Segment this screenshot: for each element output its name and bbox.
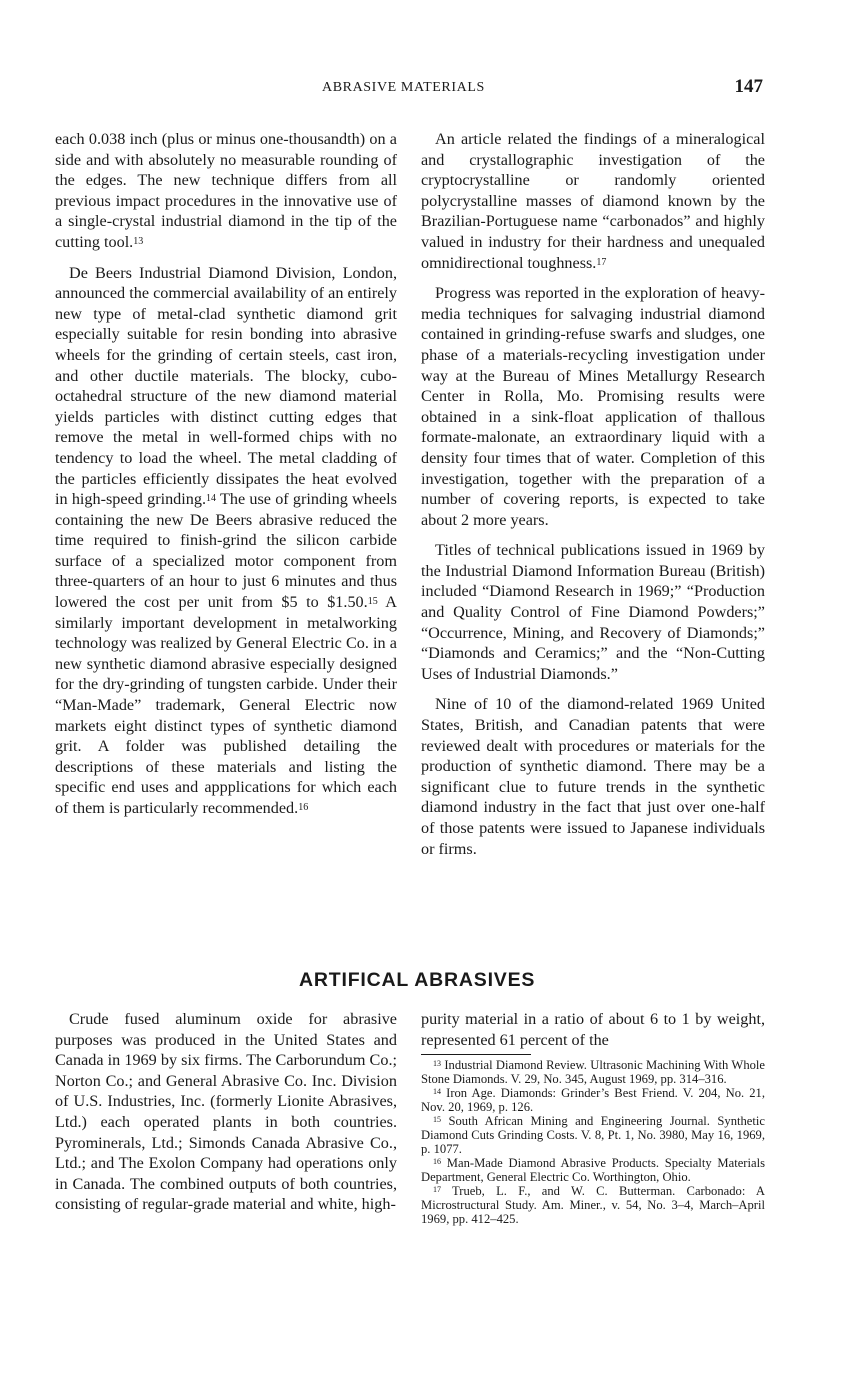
paragraph-text: each 0.038 inch (plus or minus one-thousandth) on a side and with absolutely no measurable rounding of the edges. The new technique differs from all previous impact procedures in the innovative use of a single-crystal industrial diamond in the tip of the cutting tool. xyxy=(55,130,397,251)
footnote xyxy=(421,1157,765,1184)
footnote xyxy=(421,1087,765,1114)
footnotes xyxy=(421,1059,765,1227)
footnote-ref: 16 xyxy=(298,802,309,813)
footnote-text: Iron Age. Diamonds: Grinder’s Best Friend. V. 204, No. 21, Nov. 20, 1969, p. 126. xyxy=(421,1086,766,1114)
right-column xyxy=(421,129,765,869)
footnote xyxy=(421,1185,765,1226)
paragraph-text: De Beers Industrial Diamond Division, London, announced the commercial availability of an entirely new type of metal-clad synthetic diamond grit especially suitable for resin bonding into abrasive wheels for the grinding of certain steels, cast iron, and other ductile materials. The blocky, cubo-octahedral structure of the new diamond material yields particles with distinct cutting edges that remove the metal in well-formed chips with no tendency to load the wheel. The metal cladding of the particles efficiently dissipates the heat evolved in high-speed grinding. xyxy=(55,263,397,509)
footnote-ref: 14 xyxy=(206,493,217,505)
paragraph-text: An article related the findings of a mineralogical and crystallographic investigation of the cryptocrystalline or randomly oriented polycrystalline masses of diamond known by the Brazilian-Portuguese name “carbonados” and highly valued in industry for their hardness and unequaled omnidirectional toughness. xyxy=(421,130,765,272)
footnote-ref: 15 xyxy=(367,596,378,608)
footnote-text: South African Mining and Engineering Journal. Synthetic Diamond Cuts Grinding Costs. V. 8, Pt. 1, No. 3980, May 16, 1969, p. 1077. xyxy=(421,1114,765,1156)
footnote-number: 14 xyxy=(433,1087,441,1097)
footnote-text: Man-Made Diamond Abrasive Products. Specialty Materials Department, General Electric Co. Worthington, Ohio. xyxy=(421,1156,765,1184)
paragraph-text: A similarly important development in metalworking technology was realized by General Electric Co. in a new synthetic diamond abrasive especially designed for the dry-grinding of tungsten carbide. Under their “Man-Made” trademark, General Electric now markets eight distinct types of synthetic diamond grit. A folder was published detailing the descriptions of these materials and listing the specific end uses and appplications for which each of them is particularly recommended. xyxy=(55,593,397,817)
footnote-number: 17 xyxy=(433,1185,441,1195)
page-number: 147 xyxy=(734,76,763,97)
footnote-number: 15 xyxy=(433,1115,441,1125)
paragraph: Progress was reported in the exploration of heavy-media techniques for salvaging industrial diamond contained in grinding-refuse swarfs and sludges, one phase of a materials-recycling investigation under way at the Bureau of Mines Metallurgy Research Center in Rolla, Mo. Promising results were obtained in a sink-float application of thallous formate-malonate, an extraordinary liquid with a density four times that of water. Completion of this investigation, together with the preparation of a number of covering reports, is expected to take about 2 more years. xyxy=(421,284,765,529)
footnote-text: Trueb, L. F., and W. C. Butterman. Carbonado: A Microstructural Study. Am. Miner., v. 54, No. 3–4, March–April 1969, pp. 412–425. xyxy=(421,1184,765,1226)
section-right-column xyxy=(421,1009,765,1060)
paragraph: purity material in a ratio of about 6 to 1 by weight, represented 61 percent of the xyxy=(421,1010,765,1049)
footnote-text: Industrial Diamond Review. Ultrasonic Machining With Whole Stone Diamonds. V. 29, No. 345, August 1969, pp. 314–316. xyxy=(421,1058,765,1086)
paragraph: Titles of technical publications issued in 1969 by the Industrial Diamond Information Bureau (British) included “Diamond Research in 1969;” “Production and Quality Control of Fine Diamond Powders;” “Occurrence, Mining, and Recovery of Diamonds;” “Diamonds and Ceramics;” and the “Non-Cutting Uses of Industrial Diamonds.” xyxy=(421,541,765,683)
paragraph xyxy=(421,129,765,273)
paragraph-text: The use of grinding wheels containing the new De Beers abrasive reduced the time required to finish-grind the silicon carbide surface of a specialized motor component from three-quarters of an hour to just 6 minutes and thus lowered the cost per unit from $5 to $1.50. xyxy=(55,490,397,612)
left-column xyxy=(55,129,397,829)
paragraph: Nine of 10 of the diamond-related 1969 United States, British, and Canadian patents that were reviewed dealt with procedures or materials for the production of synthetic diamond. There may be a significant clue to future trends in the synthetic diamond industry in the fact that just over one-half of those patents were issued to Japanese individuals or firms. xyxy=(421,695,765,858)
footnote-divider xyxy=(421,1054,531,1055)
section-heading: ARTIFICAL ABRASIVES xyxy=(299,969,536,991)
footnote xyxy=(421,1059,765,1086)
paragraph: Crude fused aluminum oxide for abrasive purposes was produced in the United States and Canada in 1969 by six firms. The Carborundum Co.; Norton Co.; and General Abrasive Co. Inc. Division of U.S. Industries, Inc. (formerly Lionite Abrasives, Ltd.) each operated plants in both countries. Pyrominerals, Ltd.; Simonds Canada Abrasive Co., Ltd.; and The Exolon Company had operations only in Canada. The combined outputs of both countries, consisting of regular-grade material and white, high- xyxy=(55,1010,397,1214)
paragraph xyxy=(55,263,397,819)
footnote xyxy=(421,1115,765,1156)
section-left-column xyxy=(55,1009,397,1225)
footnote-ref: 13 xyxy=(133,235,144,247)
footnote-ref: 17 xyxy=(596,256,607,268)
footnote-number: 16 xyxy=(433,1157,441,1167)
footnote-number: 13 xyxy=(433,1059,441,1068)
running-title: ABRASIVE MATERIALS xyxy=(322,80,485,95)
paragraph xyxy=(55,129,397,253)
